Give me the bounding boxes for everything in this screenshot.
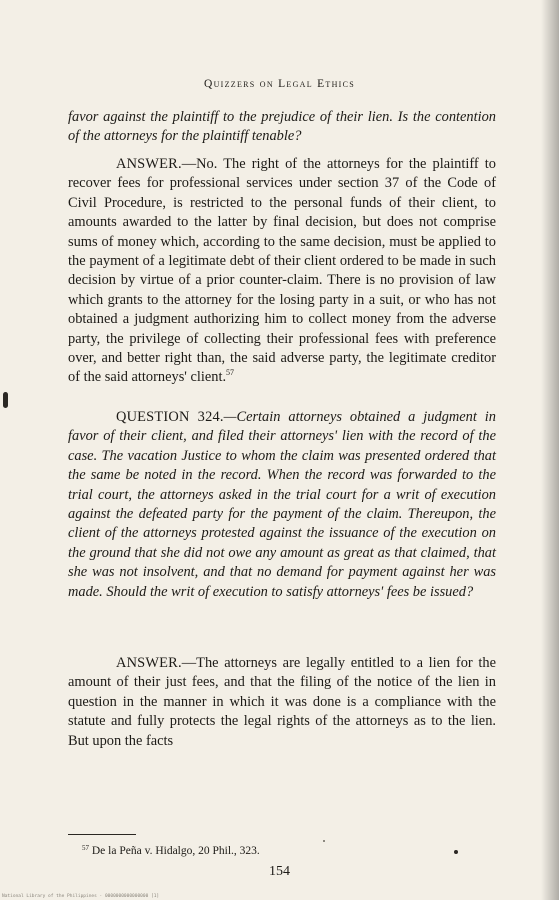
question-paragraph: [68, 408, 496, 602]
footnote-rule: [68, 834, 136, 835]
scan-mark: [454, 850, 458, 854]
footnote: [82, 845, 260, 857]
continuation-paragraph: favor against the plaintiff to the prejudice of their lien. Is the contention of the attorneys for the plaintiff tenable?: [68, 109, 496, 145]
scan-mark: [3, 392, 8, 408]
running-head: Quizzers on Legal Ethics: [203, 78, 356, 90]
footnote-number: 57: [82, 844, 89, 852]
answer-heading-1: ANSWER.: [116, 156, 182, 172]
question-heading: QUESTION 324.: [116, 409, 224, 425]
scan-mark: [323, 840, 325, 842]
answer-body-1: —No. The right of the attorneys for the plaintiff to recover fees for professional services under section 37 of the Code of Civil Procedure, is restricted to the personal funds of their client, to amounts awarded to the latter by final decision, but does not comprise sums of money which, according to the same decision, must be applied to the payment of a legitimate debt of their client ordered to be made in such decision by virtue of a prior counter-claim. There is no provision of law which grants to the attorney for the losing party in a suit, or who has not obtained a judgment authorizing him to collect money from the adverse party, the privilege of collecting their professional fees with preference over, and better right than, the said adverse party, the legitimate creditor of the said attorneys' client.: [68, 156, 496, 386]
question-body: —Certain attorneys obtained a judgment in favor of their client, and filed their attorneys' lien with the record of the case. The vacation Justice to whom the claim was presented ordered that the same be noted in the record. When the record was forwarded to the trial court, the attorneys asked in the trial court for a writ of execution against the defeated party for the payment of the claim. Thereupon, the client of the attorneys protested against the issuance of the execution on the ground that she did not owe any amount as great as that claimed, that she was not insolvent, and that no demand for payment against her was made. Should the writ of execution to satisfy attorneys' fees be issued?: [68, 409, 496, 600]
answer-body-2: —The attorneys are legally entitled to a lien for the amount of their just fees, and that the filing of the notice of the lien in question in the manner in which it was done is a compliance with the statute and fully protects the legal rights of the attorneys as to the lien. But upon the facts: [68, 655, 496, 749]
answer-heading-2: ANSWER.: [116, 655, 182, 671]
footnote-text: De la Peña v. Hidalgo, 20 Phil., 323.: [91, 845, 260, 857]
answer-paragraph-2: [68, 654, 496, 751]
page-edge-shadow: [541, 0, 559, 900]
answer-paragraph-1: [68, 155, 496, 388]
scan-imprint: National Library of the Philippines · 0000000000000000 [1]: [2, 894, 160, 899]
page-number: 154: [269, 864, 290, 879]
footnote-reference: 57: [226, 368, 235, 378]
